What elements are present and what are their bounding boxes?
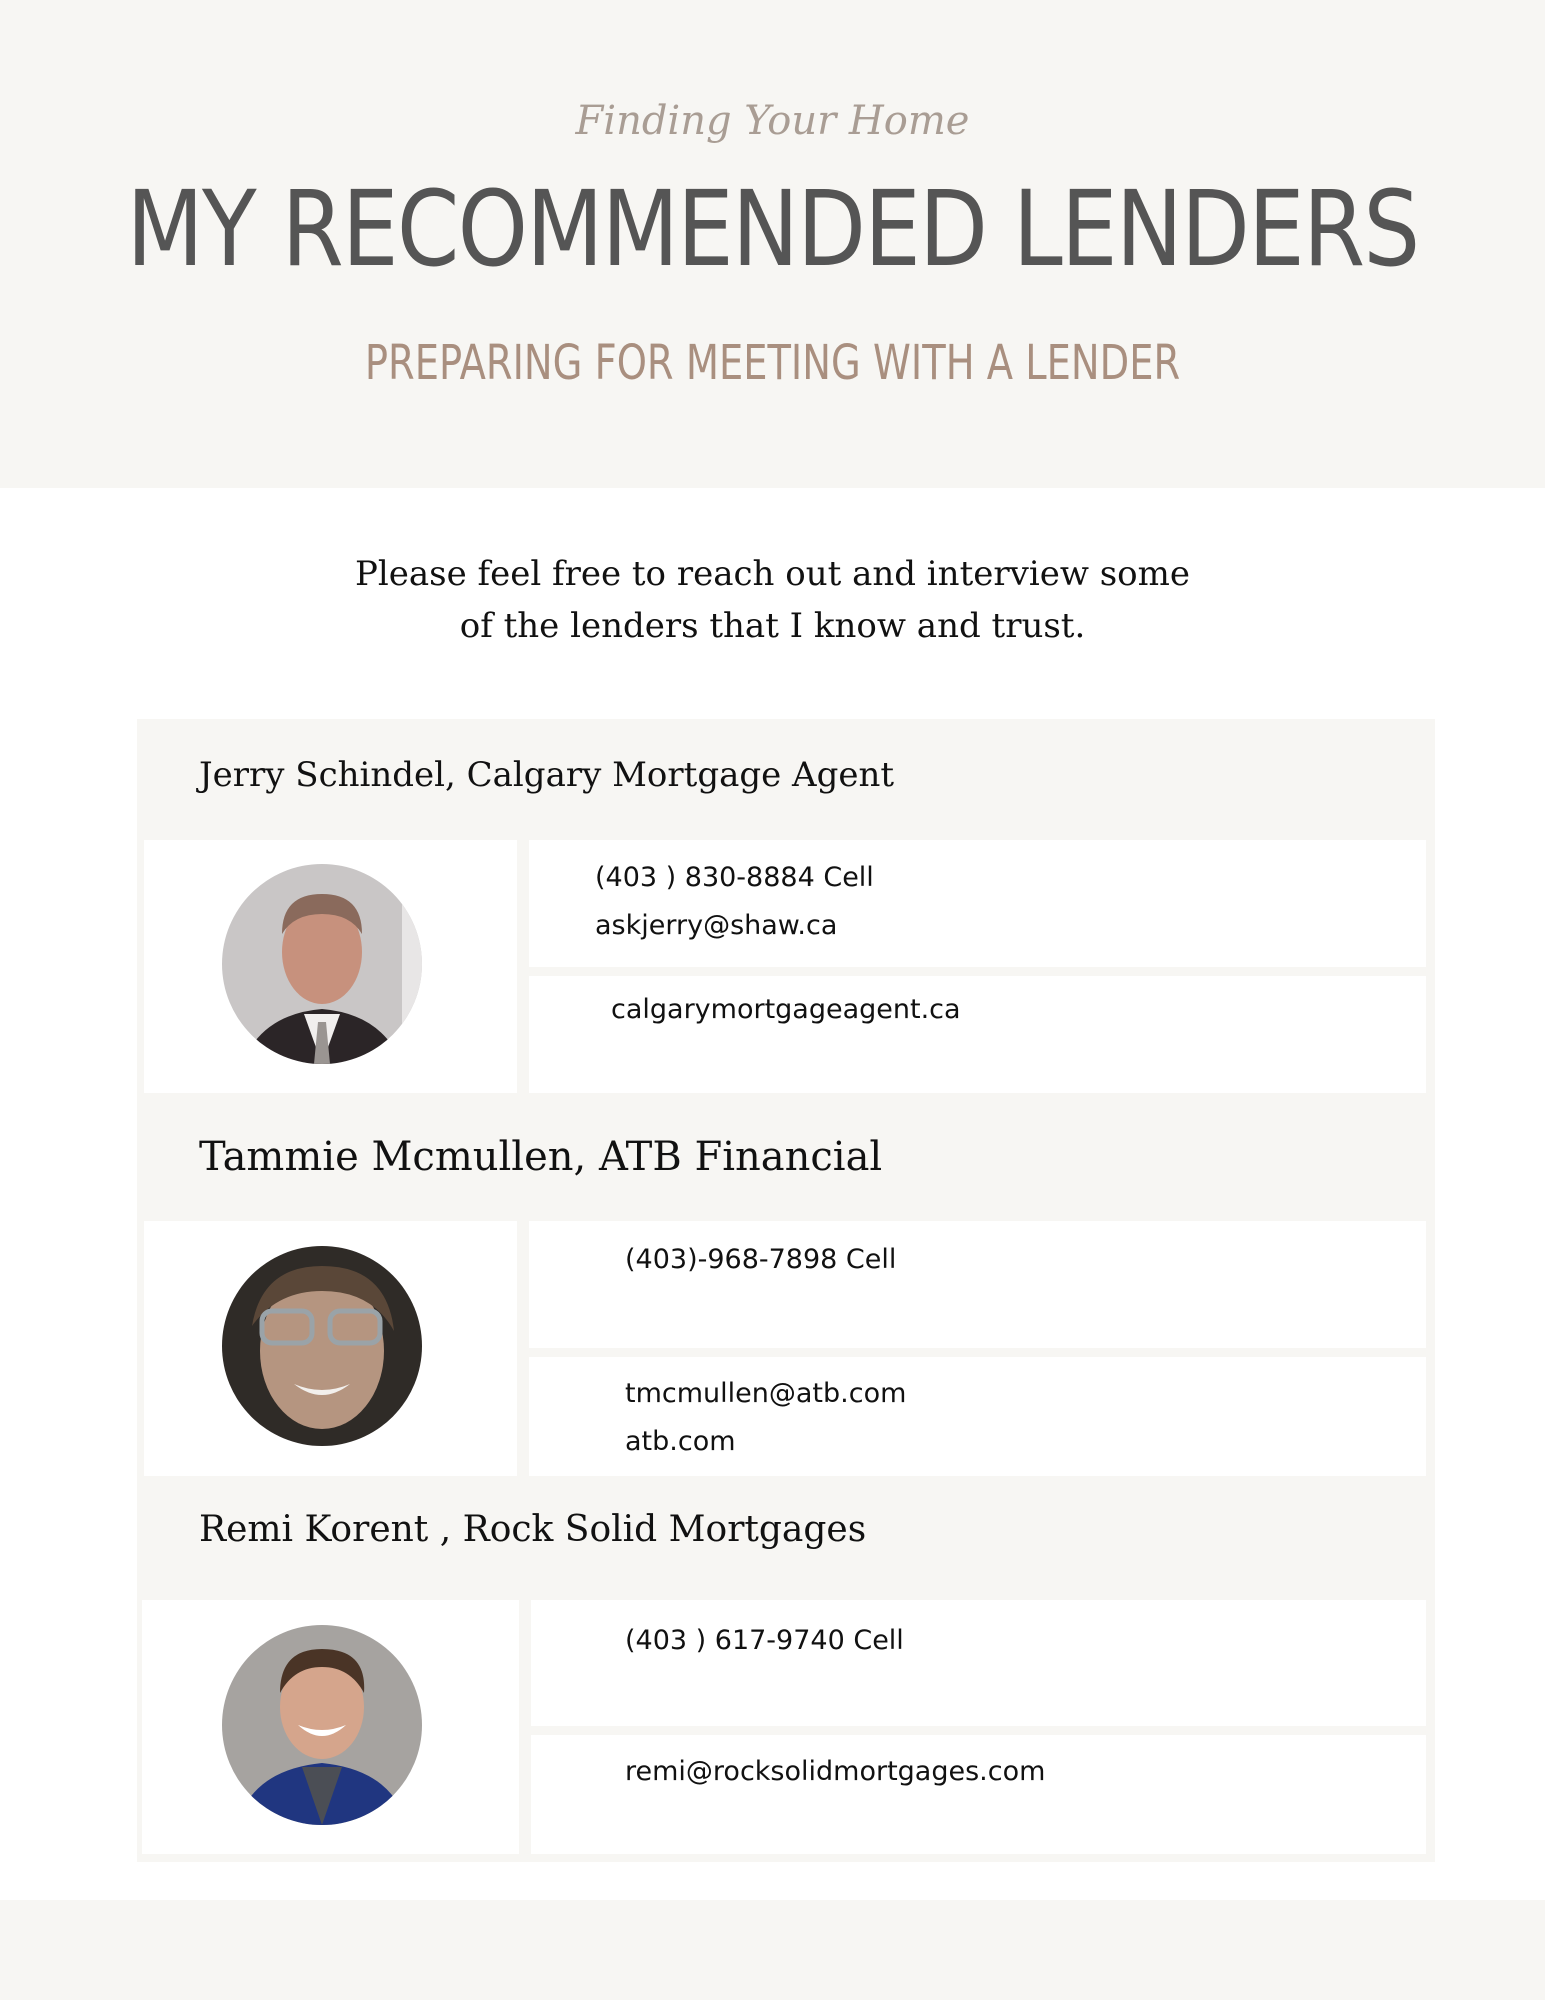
header-kicker: Finding Your Home [575,98,970,144]
page-title: MY RECOMMENDED LENDERS [126,168,1419,290]
lender-contact-cell [529,1221,1426,1348]
lender-website[interactable]: calgarymortgageagent.ca [611,994,961,1025]
page-subtitle: PREPARING FOR MEETING WITH A LENDER [364,335,1181,391]
intro-line-2: of the lenders that I know and trust. [459,606,1086,646]
lender-avatar [222,864,422,1064]
lender-avatar [222,1246,422,1446]
lender-photo-cell [144,1221,517,1476]
avatar-portrait-icon [222,1246,422,1446]
lender-website-cell [529,976,1426,1093]
lender-name: Remi Korent , Rock Solid Mortgages [199,1509,867,1550]
lender-name-row [137,1100,1435,1219]
lender-name: Jerry Schindel, Calgary Mortgage Agent [199,755,895,795]
lender-website-cell [531,1735,1426,1854]
page-header [0,0,1545,488]
avatar-portrait-icon [222,1625,422,1825]
lender-name-row [137,1479,1435,1596]
intro-line-1: Please feel free to reach out and interview some [354,554,1191,594]
lender-phone[interactable]: (403 ) 830-8884 Cell [595,862,874,893]
lender-phone[interactable]: (403)-968-7898 Cell [625,1244,897,1275]
lender-website-cell [529,1357,1426,1476]
lender-email[interactable]: remi@rocksolidmortgages.com [625,1756,1046,1787]
lender-phone[interactable]: (403 ) 617-9740 Cell [625,1625,904,1656]
lender-email[interactable]: askjerry@shaw.ca [595,910,838,941]
lender-name-row [137,719,1435,838]
lender-avatar [222,1625,422,1825]
lender-photo-cell [142,1600,519,1854]
lender-website[interactable]: atb.com [625,1426,736,1457]
lender-contact-cell [531,1600,1426,1726]
page-footer [0,1900,1545,2000]
lender-contact-info [595,854,874,950]
intro-text [0,548,1545,652]
lenders-table [137,719,1435,1862]
lender-contact-cell [529,840,1426,967]
lender-photo-cell [144,840,517,1093]
lender-contact-info [625,1370,906,1466]
lender-email[interactable]: tmcmullen@atb.com [625,1378,907,1409]
lender-name: Tammie Mcmullen, ATB Financial [199,1134,883,1180]
avatar-portrait-icon [222,864,422,1064]
